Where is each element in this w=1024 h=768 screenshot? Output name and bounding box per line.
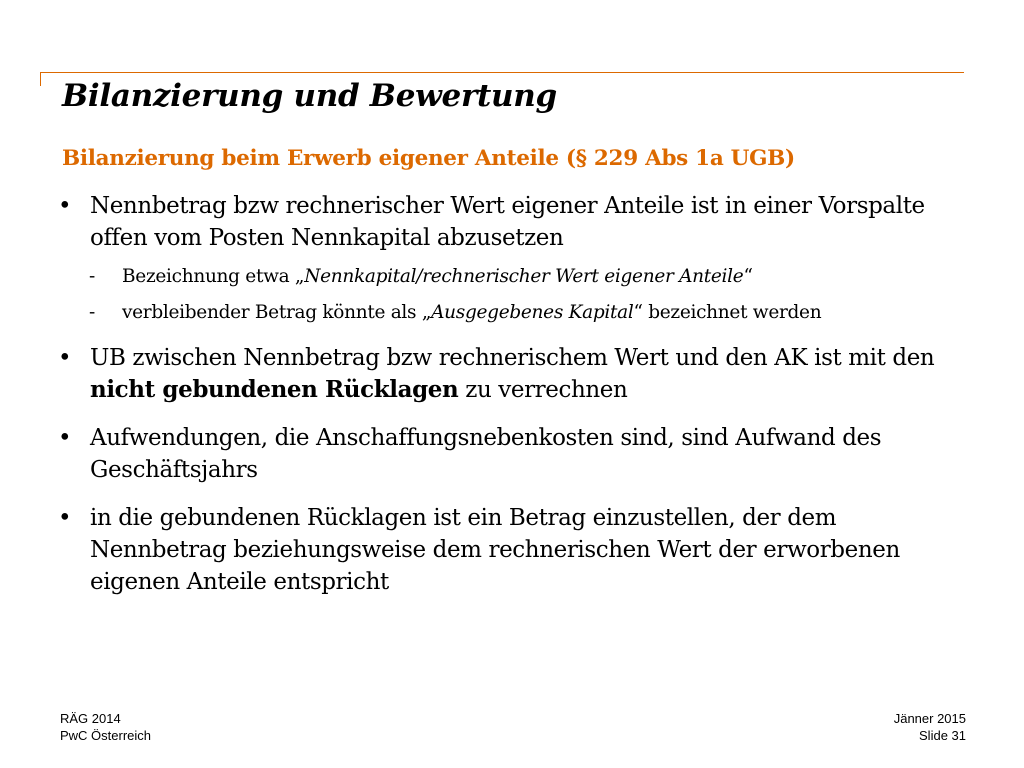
bullet-text: Nennbetrag bzw rechnerischer Wert eigener Anteile ist in einer Vorspalte offen vom Posten Nennkapital abzusetzen	[90, 193, 925, 251]
bullet-marker: •	[58, 193, 72, 219]
bullet-marker: •	[58, 345, 72, 371]
dash-marker: -	[89, 302, 95, 323]
text-run: UB zwischen Nennbetrag bzw rechnerischem Wert und den AK ist mit den	[90, 345, 935, 371]
slide-body	[56, 190, 956, 614]
italic-term: Ausgegebenes Kapital	[431, 302, 634, 323]
header-rule	[40, 72, 964, 73]
sub-bullet-text	[122, 302, 821, 323]
footer-left	[60, 710, 151, 744]
text-run: Bezeichnung etwa „	[122, 266, 305, 287]
bullet-item	[56, 190, 956, 254]
footer-date: Jänner 2015	[893, 711, 966, 726]
footer-topic: RÄG 2014	[60, 711, 121, 726]
footer-slide-number: Slide 31	[919, 728, 966, 743]
bullet-item	[56, 342, 956, 406]
bullet-item	[56, 502, 956, 598]
dash-marker: -	[89, 266, 95, 287]
slide-subtitle: Bilanzierung beim Erwerb eigener Anteile (§ 229 Abs 1a UGB)	[62, 146, 795, 171]
bullet-text	[90, 345, 934, 403]
sub-bullet-item	[56, 300, 956, 326]
italic-term: Nennkapital/rechnerischer Wert eigener Anteile	[304, 266, 744, 287]
text-run: “	[743, 266, 753, 287]
bullet-text: Aufwendungen, die Anschaffungsnebenkosten sind, sind Aufwand des Geschäftsjahrs	[90, 425, 882, 483]
bullet-marker: •	[58, 425, 72, 451]
bullet-text: in die gebundenen Rücklagen ist ein Betrag einzustellen, der dem Nennbetrag beziehungsweise dem rechnerischen Wert der erworbenen eigenen Anteile entspricht	[90, 505, 900, 595]
footer-right	[894, 710, 966, 744]
bullet-item	[56, 422, 956, 486]
bold-term: nicht gebundenen Rücklagen	[90, 376, 459, 403]
header-corner-tick	[40, 72, 41, 86]
sub-bullet-text	[122, 266, 753, 287]
footer-organization: PwC Österreich	[60, 728, 152, 743]
bullet-marker: •	[58, 505, 72, 531]
text-run: “ bezeichnet werden	[633, 302, 822, 323]
text-run: zu verrechnen	[458, 377, 628, 403]
text-run: verbleibender Betrag könnte als „	[122, 302, 432, 323]
slide-title: Bilanzierung und Bewertung	[62, 78, 557, 114]
sub-bullet-item	[56, 264, 956, 290]
